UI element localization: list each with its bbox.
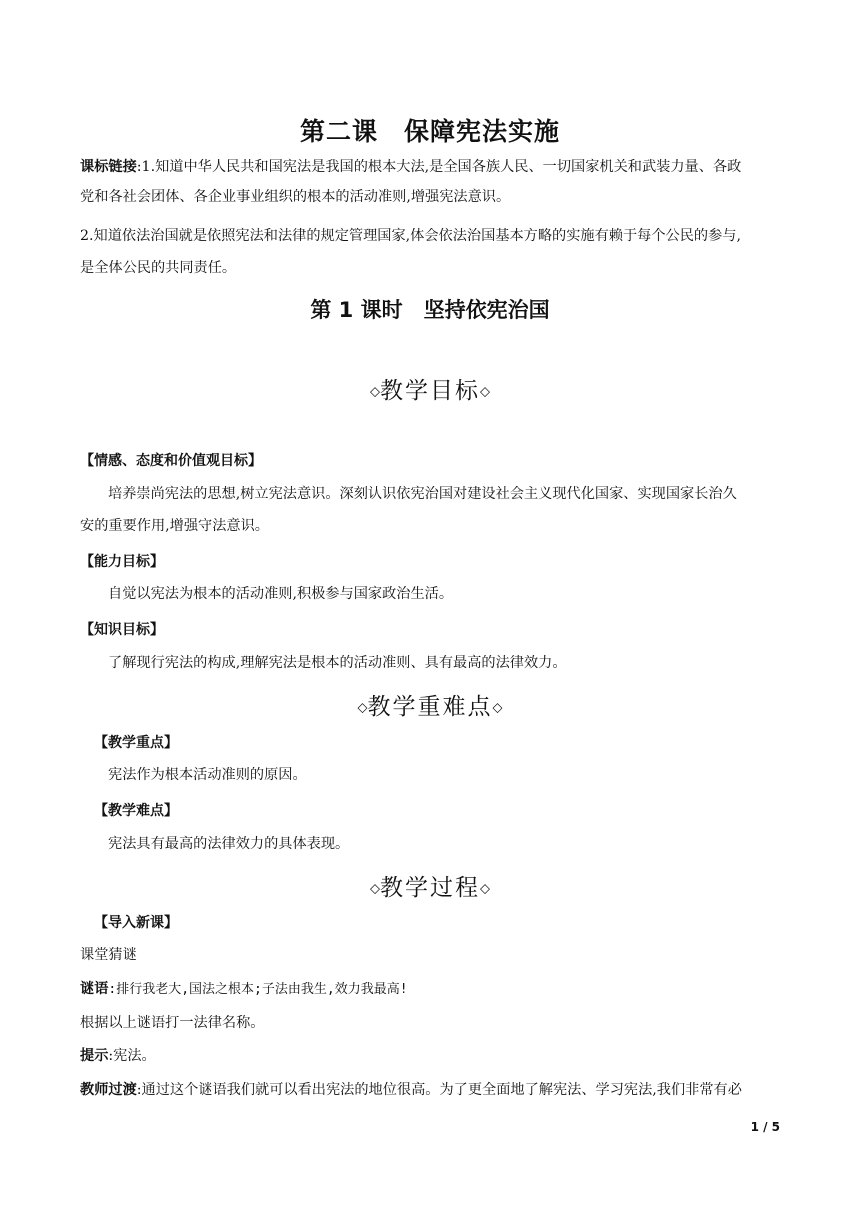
- activity-title: 课堂猜谜: [80, 947, 137, 963]
- riddle-line: 谜语:排行我老大,国法之根本;子法由我生,效力我最高!: [80, 981, 408, 997]
- standards-label: 课标链接: [80, 159, 137, 175]
- standards-line-2: 党和各社会团体、各企业事业组织的根本的活动准则,增强宪法意识。: [80, 189, 511, 205]
- diamond-icon: ◇: [480, 384, 490, 400]
- standards-line-1: 课标链接:1.知道中华人民共和国宪法是我国的根本大法,是全国各族人民、一切国家机关和武装力量、各政: [80, 159, 742, 175]
- intro-heading: 【导入新课】: [94, 915, 178, 931]
- emotion-goal-line-1: 培养崇尚宪法的思想,树立宪法意识。深刻认识依宪治国对建设社会主义现代化国家、实现国家长治久: [108, 486, 737, 502]
- diamond-icon: ◇: [370, 881, 380, 897]
- standards-line-4: 是全体公民的共同责任。: [80, 260, 237, 276]
- ability-goal-heading: 【能力目标】: [80, 554, 164, 570]
- diamond-icon: ◇: [357, 700, 368, 716]
- transition-line: 教师过渡:通过这个谜语我们就可以看出宪法的地位很高。为了更全面地了解宪法、学习宪法,我们非常有必: [80, 1082, 742, 1098]
- focus-heading: 【教学重点】: [94, 735, 178, 751]
- transition-label: 教师过渡: [80, 1082, 137, 1098]
- riddle-label: 谜语: [80, 981, 109, 997]
- hint-label: 提示: [80, 1048, 109, 1064]
- difficulty-heading: 【教学难点】: [94, 803, 178, 819]
- knowledge-goal-text: 了解现行宪法的构成,理解宪法是根本的活动准则、具有最高的法律效力。: [108, 655, 567, 671]
- page-number: 1 / 5: [750, 1120, 780, 1134]
- ability-goal-text: 自觉以宪法为根本的活动准则,积极参与国家政治生活。: [108, 586, 454, 602]
- lesson-title: 第 1 课时 坚持依宪治国: [310, 298, 550, 322]
- diamond-icon: ◇: [492, 700, 503, 716]
- section-heading-key-points: ◇教学重难点◇: [357, 694, 503, 720]
- page-title: 第二课 保障宪法实施: [299, 117, 560, 146]
- diamond-icon: ◇: [370, 384, 380, 400]
- diamond-icon: ◇: [480, 881, 490, 897]
- emotion-goal-line-2: 安的重要作用,增强守法意识。: [80, 518, 269, 534]
- hint-line: 提示:宪法。: [80, 1048, 156, 1064]
- standards-line-3: 2.知道依法治国就是依照宪法和法律的规定管理国家,体会依法治国基本方略的实施有赖于每个公民的参与,: [80, 228, 741, 244]
- knowledge-goal-heading: 【知识目标】: [80, 622, 164, 638]
- section-heading-process: ◇教学过程◇: [370, 875, 490, 901]
- focus-text: 宪法作为根本活动准则的原因。: [108, 767, 307, 783]
- question-line: 根据以上谜语打一法律名称。: [80, 1015, 265, 1031]
- emotion-goal-heading: 【情感、态度和价值观目标】: [80, 453, 262, 469]
- difficulty-text: 宪法具有最高的法律效力的具体表现。: [108, 836, 350, 852]
- section-heading-goals: ◇教学目标◇: [370, 378, 490, 404]
